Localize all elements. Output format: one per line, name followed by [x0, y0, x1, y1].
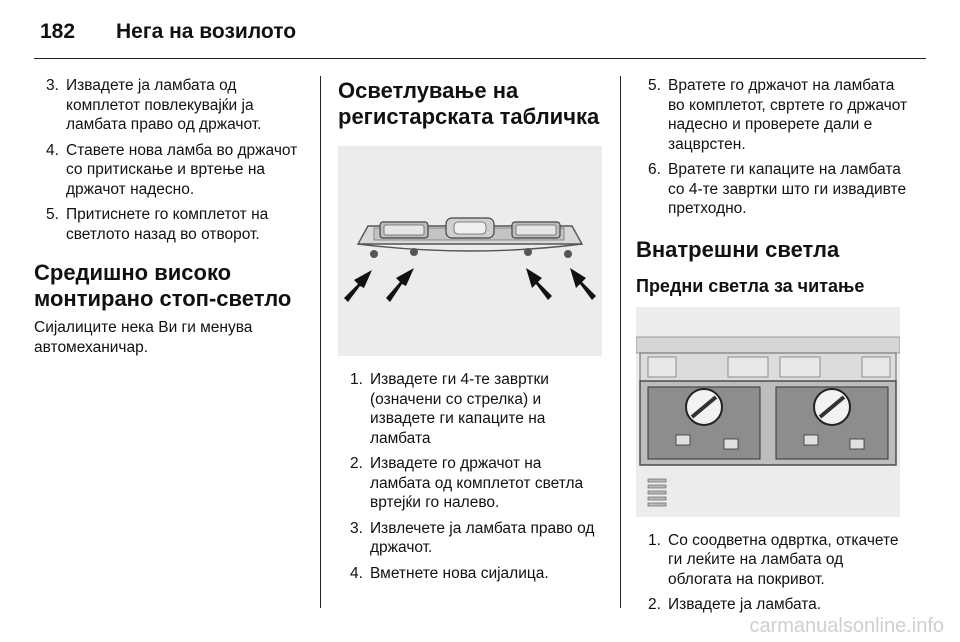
step-text: Извадете го држачот на ламбата од комплетот светла вртејќи го налево.: [370, 455, 584, 511]
subsection-heading: Предни светла за читање: [636, 275, 865, 296]
step-item: [636, 76, 908, 154]
column-3: [636, 76, 908, 621]
step-item: [34, 76, 312, 135]
step-number: 3.: [46, 77, 59, 94]
step-text: Со соодветна одвртка, откачете ги леќите на ламбата од облогата на покривот.: [668, 531, 899, 588]
page-number: 182: [40, 20, 76, 43]
step-number: 3.: [350, 519, 363, 537]
step-number: 4.: [350, 564, 363, 582]
column-1: [34, 76, 312, 357]
column-divider: [620, 76, 621, 608]
step-item: [338, 564, 602, 584]
chapter-title: Нега на возилото: [116, 20, 297, 43]
step-number: 5.: [46, 206, 59, 223]
step-text: Притиснете го комплетот на светлото назад во отворот.: [66, 206, 269, 243]
step-number: 1.: [350, 371, 363, 388]
reading-light-figure: [636, 307, 900, 517]
page-header: [34, 18, 926, 59]
step-item: [338, 519, 602, 558]
step-item: [34, 141, 312, 200]
step-item: [34, 205, 312, 244]
column-2: [338, 76, 602, 589]
license-plate-light-figure: [338, 146, 602, 356]
step-list: [338, 370, 602, 583]
step-number: 2.: [648, 596, 661, 613]
step-item: [636, 531, 908, 590]
step-text: Вметнете нова сијалица.: [370, 564, 549, 582]
step-text: Ставете нова ламба во држачот со притискање и вртење на држачот надесно.: [66, 141, 298, 198]
step-list: [636, 76, 908, 219]
step-text: Извадете ги 4-те завртки (означени со стрелка) и извадете ги капаците на ламбата: [370, 371, 549, 447]
reading-light-illustration: [636, 307, 900, 517]
step-text: Вратете го држачот на ламбата во комплетот, свртете го држачот надесно и проверете дали е зацврстен.: [668, 77, 908, 153]
step-number: 2.: [350, 455, 363, 472]
step-text: Извлечете ја ламбата право од држачот.: [370, 519, 595, 556]
step-list: [34, 76, 312, 244]
step-text: Извадете ја ламбата од комплетот повлекувајќи ја ламбата право од држачот.: [66, 77, 262, 133]
step-text: Извадете ја ламбата.: [668, 596, 822, 613]
section-paragraph: Сијалиците нека Ви ги менува автомеханичар.: [34, 319, 253, 356]
section-heading: Осветлување на регистарската табличка: [338, 78, 600, 129]
step-number: 1.: [648, 531, 661, 549]
section-heading: Средишно високо монтирано стоп-светло: [34, 260, 292, 311]
step-number: 4.: [46, 141, 59, 159]
step-text: Вратете ги капаците на ламбата со 4-те завртки што ги извадивте претходно.: [668, 161, 907, 217]
step-number: 6.: [648, 161, 661, 178]
step-item: [338, 370, 602, 448]
step-number: 5.: [648, 77, 661, 94]
step-item: [338, 454, 602, 513]
license-plate-light-illustration: [338, 146, 602, 356]
watermark: carmanualsonline.info: [749, 615, 944, 637]
step-item: [636, 595, 908, 615]
section-heading: Внатрешни светла: [636, 236, 840, 262]
column-divider: [320, 76, 321, 608]
step-list: [636, 531, 908, 615]
step-item: [636, 160, 908, 219]
